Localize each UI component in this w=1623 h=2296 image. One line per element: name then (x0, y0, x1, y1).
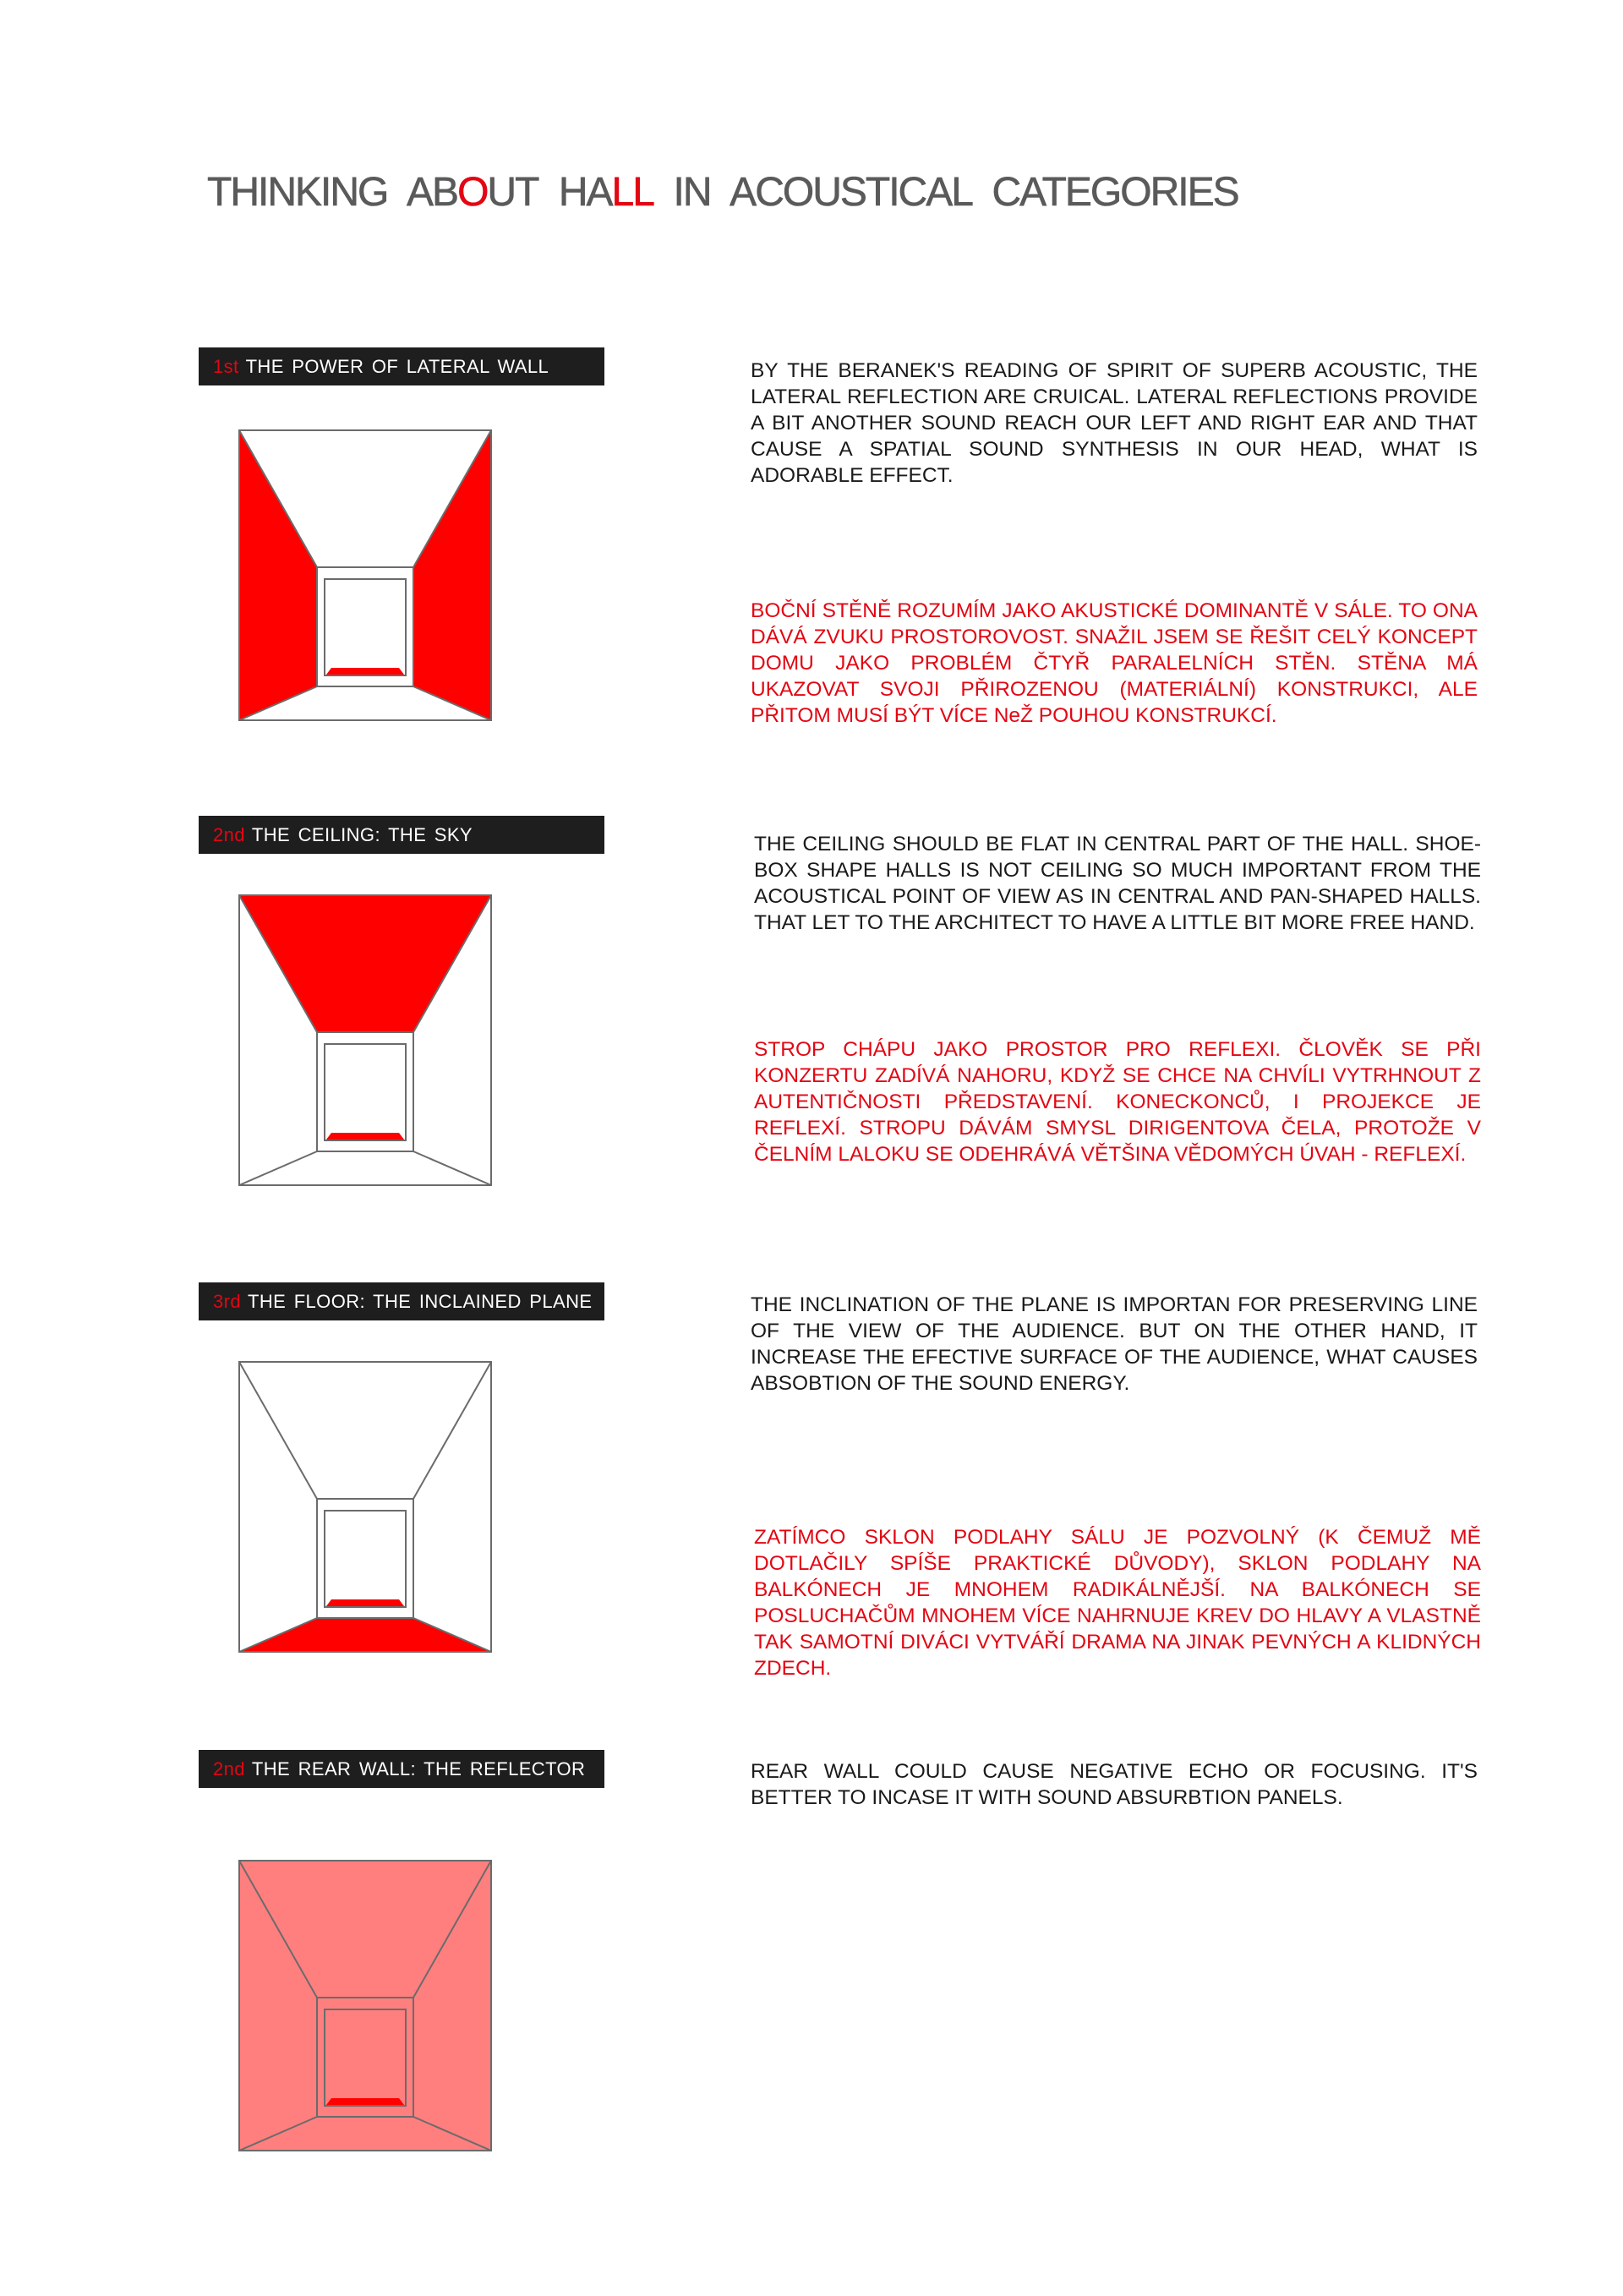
section-ordinal: 3rd (213, 1291, 241, 1312)
title-accent: LL (611, 170, 653, 215)
section-3-english-text: THE INCLINATION OF THE PLANE IS IMPORTAN FOR PRESERVING LINE OF THE VIEW OF THE AUDIENCE. BUT ON THE OTHER HAND, IT INCREASE THE EFECTIVE SURFACE OF THE AUDIENCE, WHAT CAUSES ABSOBTION OF THE SOUND ENERGY. (751, 1293, 1478, 1395)
title-part: THINKING AB (207, 170, 458, 215)
section-3-czech-text: ZATÍMCO SKLON PODLAHY SÁLU JE POZVOLNÝ (K ČEMUŽ MĚ DOTLAČILY SPÍŠE PRAKTICKÉ DŮVODY), SKLON PODLAHY NA BALKÓNECH JE MNOHEM RADIKÁLNĚJŠÍ. NA BALKÓNECH SE POSLUCHAČŮM MNOHEM VÍCE NAHRNUJE KREV DO HLAVY A VLASTNĚ TAK SAMOTNÍ DIVÁCI VYTVÁŘÍ DRAMA NA JINAK PEVNÝCH A KLIDNÝCH ZDECH. (754, 1526, 1481, 1680)
section-1-czech-text: BOČNÍ STĚNĚ ROZUMÍM JAKO AKUSTICKÉ DOMINANTĚ V SÁLE. TO ONA DÁVÁ ZVUKU PROSTOROVOST. SNAŽIL JSEM SE ŘEŠIT CELÝ KONCEPT DOMU JAKO PROBLÉM ČTYŘ PARALELNÍCH STĚN. STĚNA MÁ UKAZOVAT SVOJI PŘIROZENOU (MATERIÁLNÍ) KONSTRUKCI, ALE PŘITOM MUSÍ BÝT VÍCE NeŽ POUHOU KONSTRUKCÍ. (751, 599, 1478, 727)
hall-diagram-ceiling (238, 894, 492, 1186)
section-heading: THE REAR WALL: THE REFLECTOR (251, 1758, 586, 1779)
hall-diagram-floor (238, 1361, 492, 1653)
hall-perspective-illustration (238, 894, 492, 1186)
section-1-label (199, 347, 604, 385)
section-1-english-text: BY THE BERANEK'S READING OF SPIRIT OF SUPERB ACOUSTIC, THE LATERAL REFLECTION ARE CRUICAL. LATERAL REFLECTIONS PROVIDE A BIT ANOTHER SOUND REACH OUR LEFT AND RIGHT EAR AND THAT CAUSE A SPATIAL SOUND SYNTHESIS IN OUR HEAD, WHAT IS ADORABLE EFFECT. (751, 359, 1478, 487)
title-part: IN ACOUSTICAL CATEGORIES (652, 170, 1238, 215)
section-heading: THE FLOOR: THE INCLAINED PLANE (248, 1291, 593, 1312)
stage-mark (326, 1133, 404, 1140)
section-2-czech-text: STROP CHÁPU JAKO PROSTOR PRO REFLEXI. ČLOVĚK SE PŘI KONZERTU ZADÍVÁ NAHORU, KDYŽ SE CHCE NA CHVÍLI VYTRHNOUT Z AUTENTIČNOSTI PŘEDSTAVENÍ. KONECKONCŮ, I PROJEKCE JE REFLEXÍ. STROPU DÁVÁM SMYSL DIRIGENTOVA ČELA, PROTOŽE V ČELNÍM LALOKU SE ODEHRÁVÁ VĚTŠINA VĚDOMÝCH ÚVAH - REFLEXÍ. (754, 1038, 1481, 1166)
section-heading: THE CEILING: THE SKY (251, 824, 473, 845)
section-2-label (199, 816, 604, 854)
stage-mark (326, 2098, 404, 2105)
hall-perspective-illustration (238, 1361, 492, 1653)
diagram-frame (239, 1362, 491, 1652)
section-heading: THE POWER OF LATERAL WALL (245, 356, 549, 377)
title-accent: O (457, 170, 488, 215)
section-4-english-text: REAR WALL COULD CAUSE NEGATIVE ECHO OR FOCUSING. IT'S BETTER TO INCASE IT WITH SOUND ABSURBTION PANELS. (751, 1760, 1478, 1809)
page-title (207, 169, 1238, 216)
section-ordinal: 1st (213, 356, 239, 377)
section-ordinal: 2nd (213, 824, 245, 845)
hall-perspective-illustration (238, 1860, 492, 2151)
hall-perspective-illustration (238, 429, 492, 721)
rear-wall-highlight (239, 1861, 491, 2151)
stage-mark (326, 668, 404, 675)
stage-mark (326, 1599, 404, 1606)
section-3-label (199, 1282, 604, 1320)
section-ordinal: 2nd (213, 1758, 245, 1779)
section-4-label (199, 1750, 604, 1788)
title-part: UT HA (487, 170, 612, 215)
hall-diagram-lateral-walls (238, 429, 492, 721)
section-2-english-text: THE CEILING SHOULD BE FLAT IN CENTRAL PART OF THE HALL. SHOE-BOX SHAPE HALLS IS NOT CEILING SO MUCH IMPORTANT FROM THE ACOUSTICAL POINT OF VIEW AS IN CENTRAL AND PAN-SHAPED HALLS. THAT LET TO THE ARCHITECT TO HAVE A LITTLE BIT MORE FREE HAND. (754, 833, 1481, 934)
hall-diagram-rear-wall (238, 1860, 492, 2151)
